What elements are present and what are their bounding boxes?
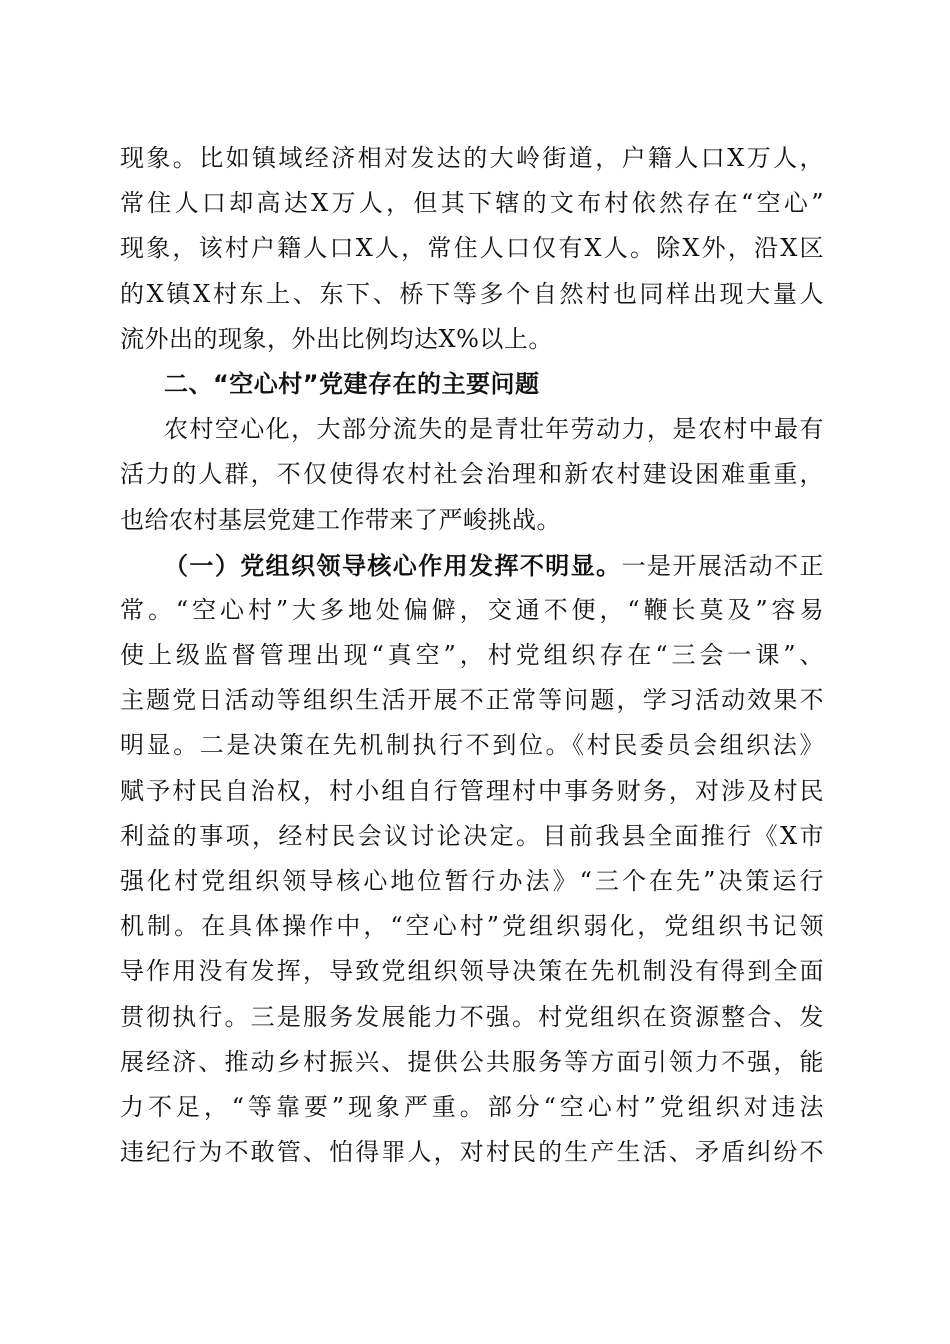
body-line: 力不足，“等靠要”现象严重。部分“空心村”党组织对违法 (120, 1092, 824, 1121)
body-line: 强化村党组织领导核心地位暂行办法》“三个在先”决策运行 (120, 867, 824, 895)
body-line: 违纪行为不敢管、怕得罪人，对村民的生产生活、矛盾纠纷不 (120, 1138, 824, 1167)
subsection-first-line (120, 543, 824, 588)
section-heading: 二、“空心村”党建存在的主要问题 (164, 369, 540, 398)
subsection-heading: （一）党组织领导核心作用发挥不明显。 (164, 550, 622, 580)
body-line: 使上级监督管理出现“真空”，村党组织存在“三会一课”、 (120, 641, 824, 670)
subsection-first-line-rest: 一是开展活动不正 (621, 551, 825, 580)
document-body (120, 136, 824, 1175)
body-line: 常住人口却高达X万人，但其下辖的文布村依然存在“空心” (120, 189, 824, 218)
body-line: 导作用没有发挥，导致党组织领导决策在先机制没有得到全面 (120, 957, 824, 986)
body-line: 贯彻执行。三是服务发展能力不强。村党组织在资源整合、发 (120, 1002, 824, 1031)
body-line: 常。“空心村”大多地处偏僻，交通不便，“鞭长莫及”容易 (120, 595, 824, 624)
body-line: 也给农村基层党建工作带来了严峻挑战。 (120, 505, 561, 534)
body-line: 机制。在具体操作中，“空心村”党组织弱化，党组织书记领 (120, 912, 824, 941)
body-line: 赋予村民自治权，村小组自行管理村中事务财务，对涉及村民 (120, 776, 824, 805)
body-line: 主题党日活动等组织生活开展不正常等问题，学习活动效果不 (120, 686, 824, 715)
body-line: 利益的事项，经村民会议讨论决定。目前我县全面推行《X市 (120, 821, 824, 850)
body-line: 明显。二是决策在先机制执行不到位。《村民委员会组织法》 (120, 731, 824, 760)
body-line: 现象，该村户籍人口X人，常住人口仅有X人。除X外，沿X区 (120, 234, 824, 263)
body-line: 流外出的现象，外出比例均达X%以上。 (120, 324, 553, 353)
body-line: 农村空心化，大部分流失的是青壮年劳动力，是农村中最有 (164, 415, 824, 444)
body-line: 的X镇X村东上、东下、桥下等多个自然村也同样出现大量人 (120, 279, 824, 308)
body-line: 活力的人群，不仅使得农村社会治理和新农村建设困难重重， (120, 460, 824, 489)
body-line: 现象。比如镇域经济相对发达的大岭街道，户籍人口X万人， (120, 144, 824, 172)
body-line: 展经济、推动乡村振兴、提供公共服务等方面引领力不强，能 (120, 1047, 824, 1076)
